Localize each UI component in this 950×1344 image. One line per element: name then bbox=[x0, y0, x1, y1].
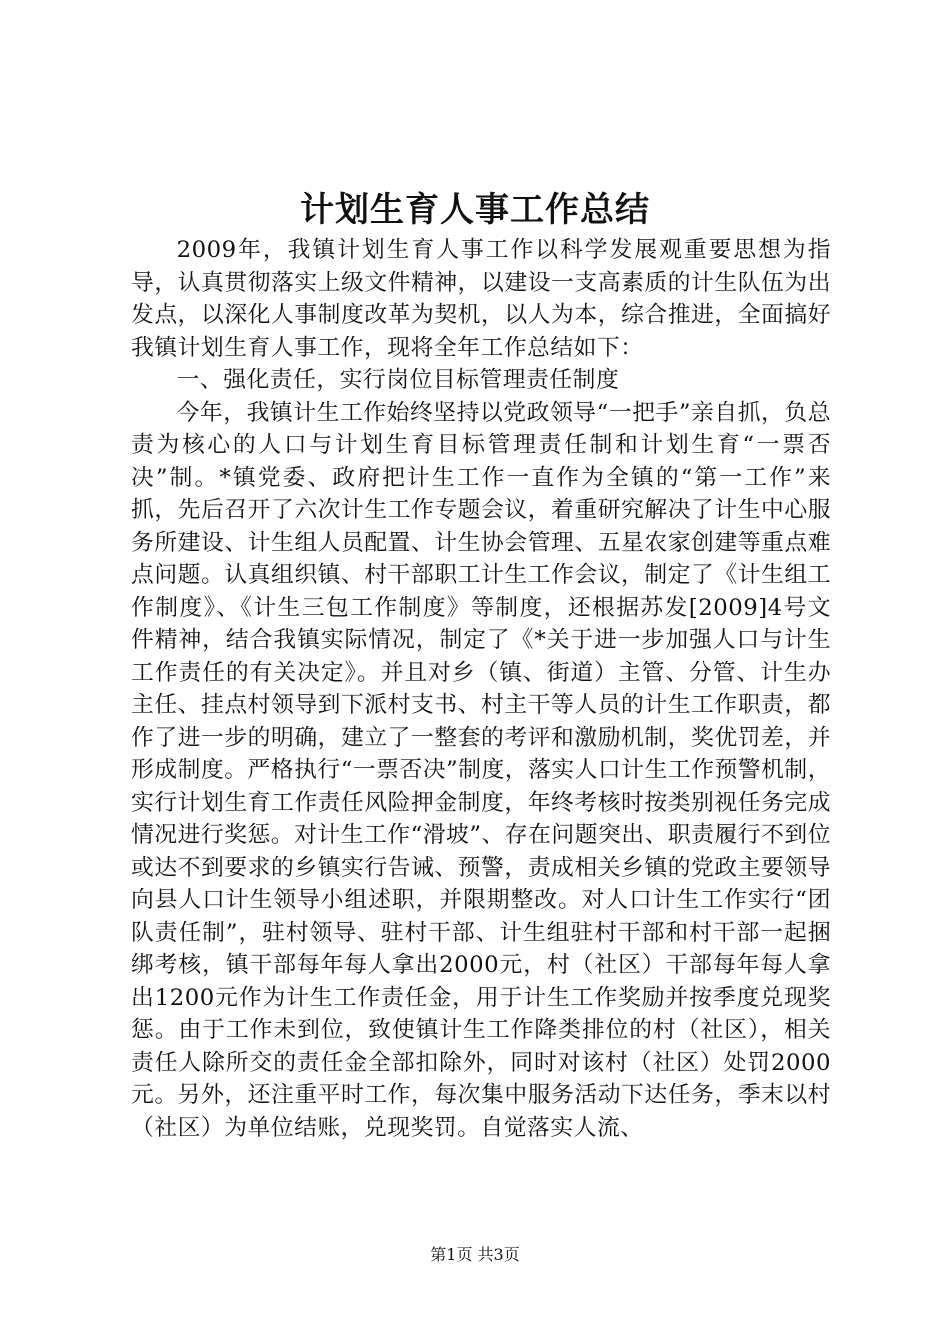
section-heading: 一、强化责任，实行岗位目标管理责任制度 bbox=[176, 367, 620, 393]
document-title: 计划生育人事工作总结 bbox=[300, 190, 650, 230]
body-paragraph: 今年，我镇计生工作始终坚持以党政领导“一把手”亲自抓，负总责为核心的人口与计划生育目标管理责任制和计划生育“一票否决”制。*镇党委、政府把计生工作一直作为全镇的“第一工作”来抓，先后召开了六次计生工作专题会议，着重研究解决了计生中心服务所建设、计生组人员配置、计生协会管理、五星农家创建等重点难点问题。认真组织镇、村干部职工计生工作会议，制定了《计生组工作制度》、《计生三包工作制度》等制度，还根据苏发[2009]4号文件精神，结合我镇实际情况，制定了《*关于进一步加强人口与计生工作责任的有关决定》。并且对乡（镇、街道）主管、分管、计生办主任、挂点村领导到下派村支书、村主干等人员的计生工作职责，都作了进一步的明确，建立了一整套的考评和激励机制，奖优罚差，并形成制度。严格执行“一票否决”制度，落实人口计生工作预警机制，实行计划生育工作责任风险押金制度，年终考核时按类别视任务完成情况进行奖惩。对计生工作“滑坡”、存在问题突出、职责履行不到位或达不到要求的乡镇实行告诫、预警，责成相关乡镇的党政主要领导向县人口计生领导小组述职，并限期整改。对人口计生工作实行“团队责任制”，驻村领导、驻村干部、计生组驻村干部和村干部一起捆绑考核，镇干部每年每人拿出2000元，村（社区）干部每年每人拿出1200元作为计生工作责任金，用于计生工作奖励并按季度兑现奖惩。由于工作未到位，致使镇计生工作降类排位的村（社区），相关责任人除所交的责任金全部扣除外，同时对该村（社区）处罚2000元。另外，还注重平时工作，每次集中服务活动下达任务，季末以村（社区）为单位结账，兑现奖罚。自觉落实人流、 bbox=[131, 399, 831, 1141]
page-number-footer: 第1页 共3页 bbox=[430, 1245, 520, 1264]
document-body bbox=[131, 234, 831, 1144]
intro-paragraph: 2009年，我镇计划生育人事工作以科学发展观重要思想为指导，认真贯彻落实上级文件精神，以建设一支高素质的计生队伍为出发点，以深化人事制度改革为契机，以人为本，综合推进，全面搞好我镇计划生育人事工作，现将全年工作总结如下： bbox=[131, 237, 831, 361]
